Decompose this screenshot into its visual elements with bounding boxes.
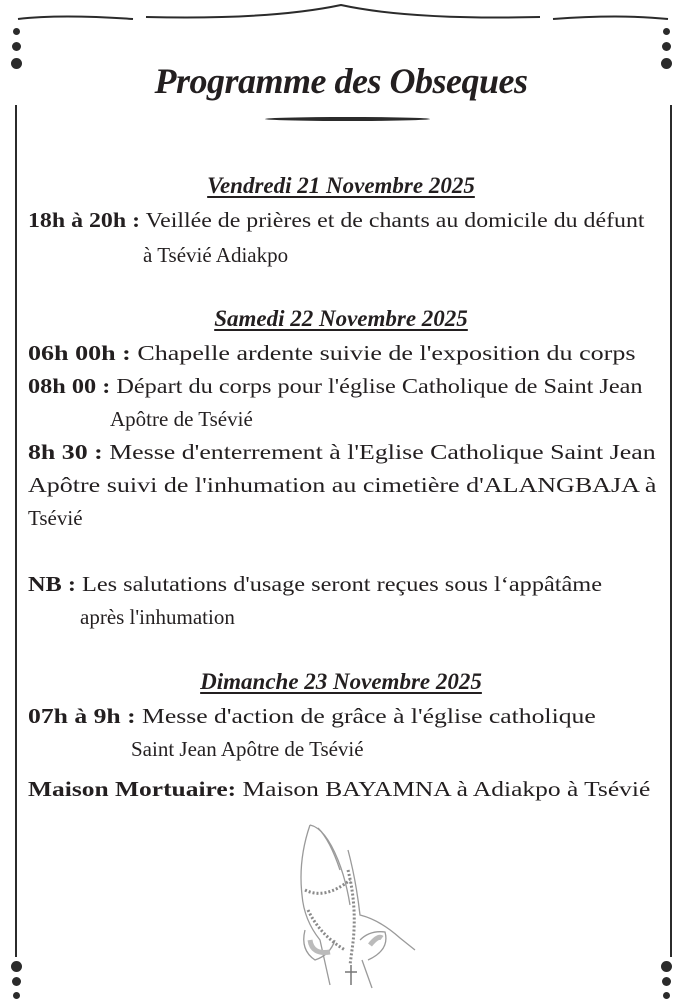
title-underline [265,117,430,121]
schedule-item: 08h 00 : Départ du corps pour l'église Catholique de Saint Jean [28,374,643,398]
schedule-item: 18h à 20h : Veillée de prières et de chants au domicile du défunt [28,208,645,232]
schedule-item-continuation: Apôtre suivi de l'inhumation au cimetière d'ALANGBAJA à [28,473,657,497]
day-heading-sunday: Dimanche 23 Novembre 2025 [200,669,482,694]
schedule-item-continuation: Saint Jean Apôtre de Tsévié [131,737,364,761]
top-border-ornament [0,0,682,30]
day-heading-friday: Vendredi 21 Novembre 2025 [207,173,475,198]
border-dot [13,28,20,35]
schedule-item: 06h 00h : Chapelle ardente suivie de l'exposition du corps [28,341,636,365]
border-dot [12,977,21,986]
schedule-item: 8h 30 : Messe d'enterrement à l'Eglise Catholique Saint Jean [28,440,656,464]
border-dot [662,977,671,986]
praying-hands-rosary-icon [290,820,430,990]
left-border-line [15,105,17,957]
page-title: Programme des Obseques [154,61,528,101]
border-dot [11,961,22,972]
schedule-item-continuation: Tsévié [28,506,83,530]
border-dot [661,961,672,972]
schedule-item-continuation: Apôtre de Tsévié [110,407,253,431]
note-continuation: après l'inhumation [80,605,235,629]
border-dot [12,42,21,51]
right-border-line [670,105,672,957]
schedule-item: 07h à 9h : Messe d'action de grâce à l'église catholique [28,704,596,728]
day-heading-saturday: Samedi 22 Novembre 2025 [214,306,468,331]
border-dot [662,42,671,51]
border-dot [663,28,670,35]
schedule-item-continuation: à Tsévié Adiakpo [143,243,289,267]
note: NB : Les salutations d'usage seront reçues sous l‘appâtâme [28,572,602,596]
mortuary-info: Maison Mortuaire: Maison BAYAMNA à Adiakpo à Tsévié [28,777,651,801]
